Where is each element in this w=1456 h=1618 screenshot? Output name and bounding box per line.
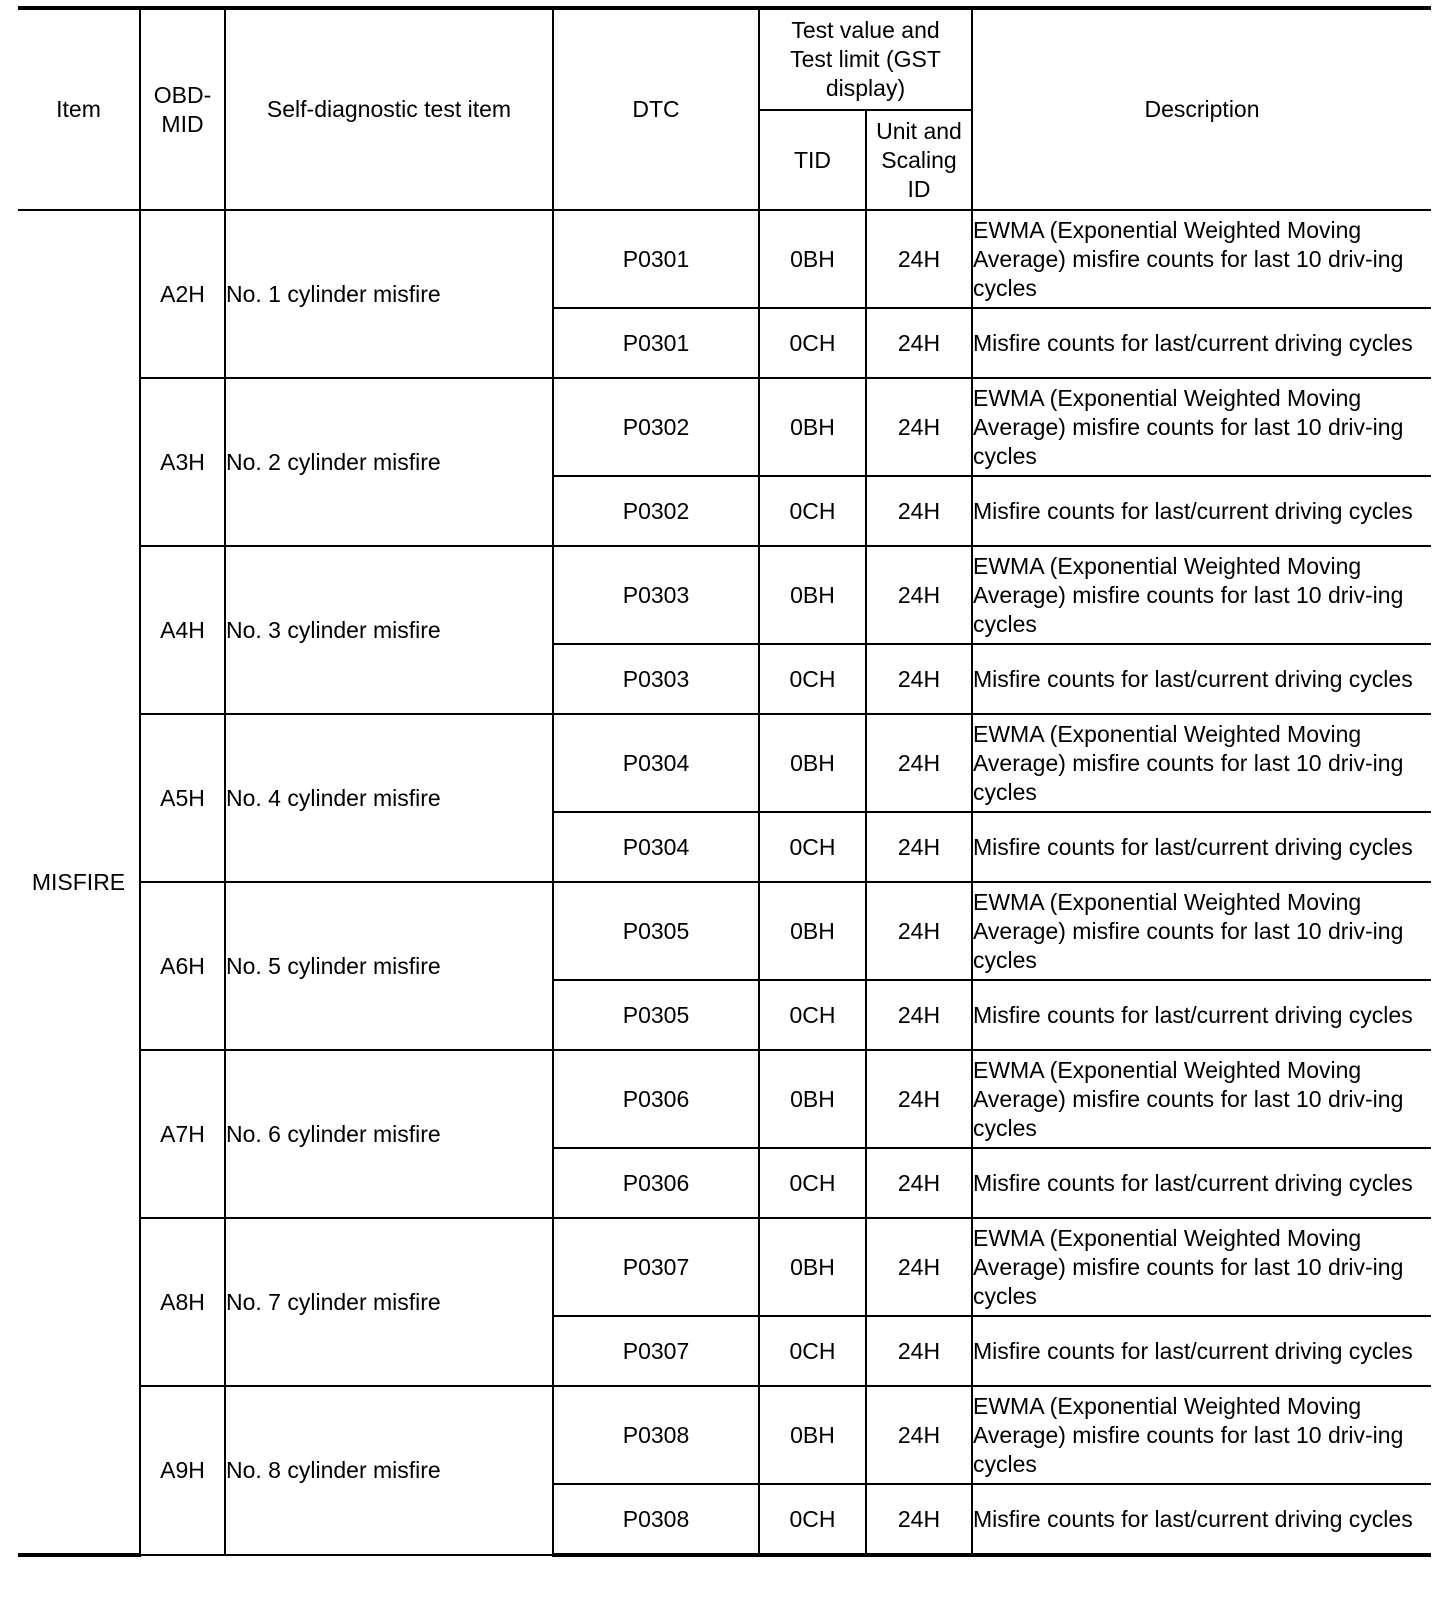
table-row <box>18 1218 1431 1316</box>
test-item-cell: No. 6 cylinder misfire <box>225 1050 553 1218</box>
obd-mid-cell: A4H <box>140 546 225 714</box>
description-cell: Misfire counts for last/current driving cycles <box>972 1148 1431 1218</box>
unit-scaling-cell: 24H <box>866 812 972 882</box>
tid-cell: 0CH <box>759 476 866 546</box>
unit-scaling-cell: 24H <box>866 210 972 308</box>
table-body <box>18 210 1431 1555</box>
unit-scaling-cell: 24H <box>866 1316 972 1386</box>
dtc-cell: P0305 <box>553 882 759 980</box>
dtc-cell: P0307 <box>553 1316 759 1386</box>
description-cell: Misfire counts for last/current driving cycles <box>972 476 1431 546</box>
tid-cell: 0BH <box>759 546 866 644</box>
test-item-cell: No. 3 cylinder misfire <box>225 546 553 714</box>
header-test-value-group: Test value and Test limit (GST display) <box>759 8 972 110</box>
table-row <box>18 546 1431 644</box>
dtc-cell: P0305 <box>553 980 759 1050</box>
description-cell: Misfire counts for last/current driving cycles <box>972 308 1431 378</box>
obd-mid-cell: A9H <box>140 1386 225 1555</box>
test-item-cell: No. 8 cylinder misfire <box>225 1386 553 1555</box>
description-cell: EWMA (Exponential Weighted Moving Average) misfire counts for last 10 driv-ing cycles <box>972 546 1431 644</box>
test-item-cell: No. 1 cylinder misfire <box>225 210 553 378</box>
tid-cell: 0BH <box>759 1386 866 1484</box>
dtc-cell: P0301 <box>553 308 759 378</box>
unit-scaling-cell: 24H <box>866 714 972 812</box>
obd-mid-cell: A8H <box>140 1218 225 1386</box>
description-cell: EWMA (Exponential Weighted Moving Average) misfire counts for last 10 driv-ing cycles <box>972 882 1431 980</box>
tid-cell: 0BH <box>759 714 866 812</box>
obd-misfire-table <box>18 6 1431 1557</box>
header-test-item: Self-diagnostic test item <box>225 8 553 210</box>
description-cell: Misfire counts for last/current driving cycles <box>972 644 1431 714</box>
dtc-cell: P0303 <box>553 546 759 644</box>
table-row <box>18 1050 1431 1148</box>
header-unit-scaling: Unit and Scaling ID <box>866 110 972 210</box>
tid-cell: 0BH <box>759 210 866 308</box>
dtc-cell: P0301 <box>553 210 759 308</box>
header-description: Description <box>972 8 1431 210</box>
dtc-cell: P0307 <box>553 1218 759 1316</box>
description-cell: EWMA (Exponential Weighted Moving Average) misfire counts for last 10 driv-ing cycles <box>972 714 1431 812</box>
tid-cell: 0CH <box>759 1148 866 1218</box>
description-cell: EWMA (Exponential Weighted Moving Average) misfire counts for last 10 driv-ing cycles <box>972 1386 1431 1484</box>
unit-scaling-cell: 24H <box>866 1218 972 1316</box>
dtc-cell: P0302 <box>553 378 759 476</box>
description-cell: Misfire counts for last/current driving cycles <box>972 1316 1431 1386</box>
unit-scaling-cell: 24H <box>866 546 972 644</box>
unit-scaling-cell: 24H <box>866 308 972 378</box>
dtc-cell: P0306 <box>553 1148 759 1218</box>
unit-scaling-cell: 24H <box>866 882 972 980</box>
table-row <box>18 882 1431 980</box>
unit-scaling-cell: 24H <box>866 1148 972 1218</box>
header-tid: TID <box>759 110 866 210</box>
tid-cell: 0CH <box>759 1484 866 1555</box>
table-row <box>18 210 1431 308</box>
header-obd-mid: OBD- MID <box>140 8 225 210</box>
item-cell: MISFIRE <box>18 210 140 1555</box>
dtc-cell: P0308 <box>553 1386 759 1484</box>
unit-scaling-cell: 24H <box>866 1050 972 1148</box>
dtc-cell: P0308 <box>553 1484 759 1555</box>
obd-mid-cell: A6H <box>140 882 225 1050</box>
test-item-cell: No. 4 cylinder misfire <box>225 714 553 882</box>
tid-cell: 0BH <box>759 1050 866 1148</box>
obd-mid-cell: A7H <box>140 1050 225 1218</box>
table-row <box>18 1386 1431 1484</box>
table-row <box>18 378 1431 476</box>
test-item-cell: No. 7 cylinder misfire <box>225 1218 553 1386</box>
tid-cell: 0BH <box>759 882 866 980</box>
unit-scaling-cell: 24H <box>866 476 972 546</box>
tid-cell: 0BH <box>759 378 866 476</box>
dtc-cell: P0304 <box>553 812 759 882</box>
dtc-cell: P0302 <box>553 476 759 546</box>
obd-mid-cell: A2H <box>140 210 225 378</box>
tid-cell: 0CH <box>759 980 866 1050</box>
description-cell: Misfire counts for last/current driving cycles <box>972 980 1431 1050</box>
obd-mid-cell: A3H <box>140 378 225 546</box>
tid-cell: 0CH <box>759 644 866 714</box>
unit-scaling-cell: 24H <box>866 378 972 476</box>
description-cell: EWMA (Exponential Weighted Moving Average) misfire counts for last 10 driv-ing cycles <box>972 210 1431 308</box>
tid-cell: 0CH <box>759 1316 866 1386</box>
header-item: Item <box>18 8 140 210</box>
unit-scaling-cell: 24H <box>866 1484 972 1555</box>
unit-scaling-cell: 24H <box>866 980 972 1050</box>
obd-mid-cell: A5H <box>140 714 225 882</box>
unit-scaling-cell: 24H <box>866 644 972 714</box>
test-item-cell: No. 5 cylinder misfire <box>225 882 553 1050</box>
tid-cell: 0CH <box>759 308 866 378</box>
description-cell: EWMA (Exponential Weighted Moving Average) misfire counts for last 10 driv-ing cycles <box>972 1050 1431 1148</box>
table-row <box>18 714 1431 812</box>
dtc-cell: P0304 <box>553 714 759 812</box>
description-cell: EWMA (Exponential Weighted Moving Average) misfire counts for last 10 driv-ing cycles <box>972 378 1431 476</box>
dtc-cell: P0306 <box>553 1050 759 1148</box>
description-cell: EWMA (Exponential Weighted Moving Average) misfire counts for last 10 driv-ing cycles <box>972 1218 1431 1316</box>
tid-cell: 0BH <box>759 1218 866 1316</box>
unit-scaling-cell: 24H <box>866 1386 972 1484</box>
description-cell: Misfire counts for last/current driving cycles <box>972 812 1431 882</box>
tid-cell: 0CH <box>759 812 866 882</box>
header-dtc: DTC <box>553 8 759 210</box>
test-item-cell: No. 2 cylinder misfire <box>225 378 553 546</box>
description-cell: Misfire counts for last/current driving cycles <box>972 1484 1431 1555</box>
dtc-cell: P0303 <box>553 644 759 714</box>
